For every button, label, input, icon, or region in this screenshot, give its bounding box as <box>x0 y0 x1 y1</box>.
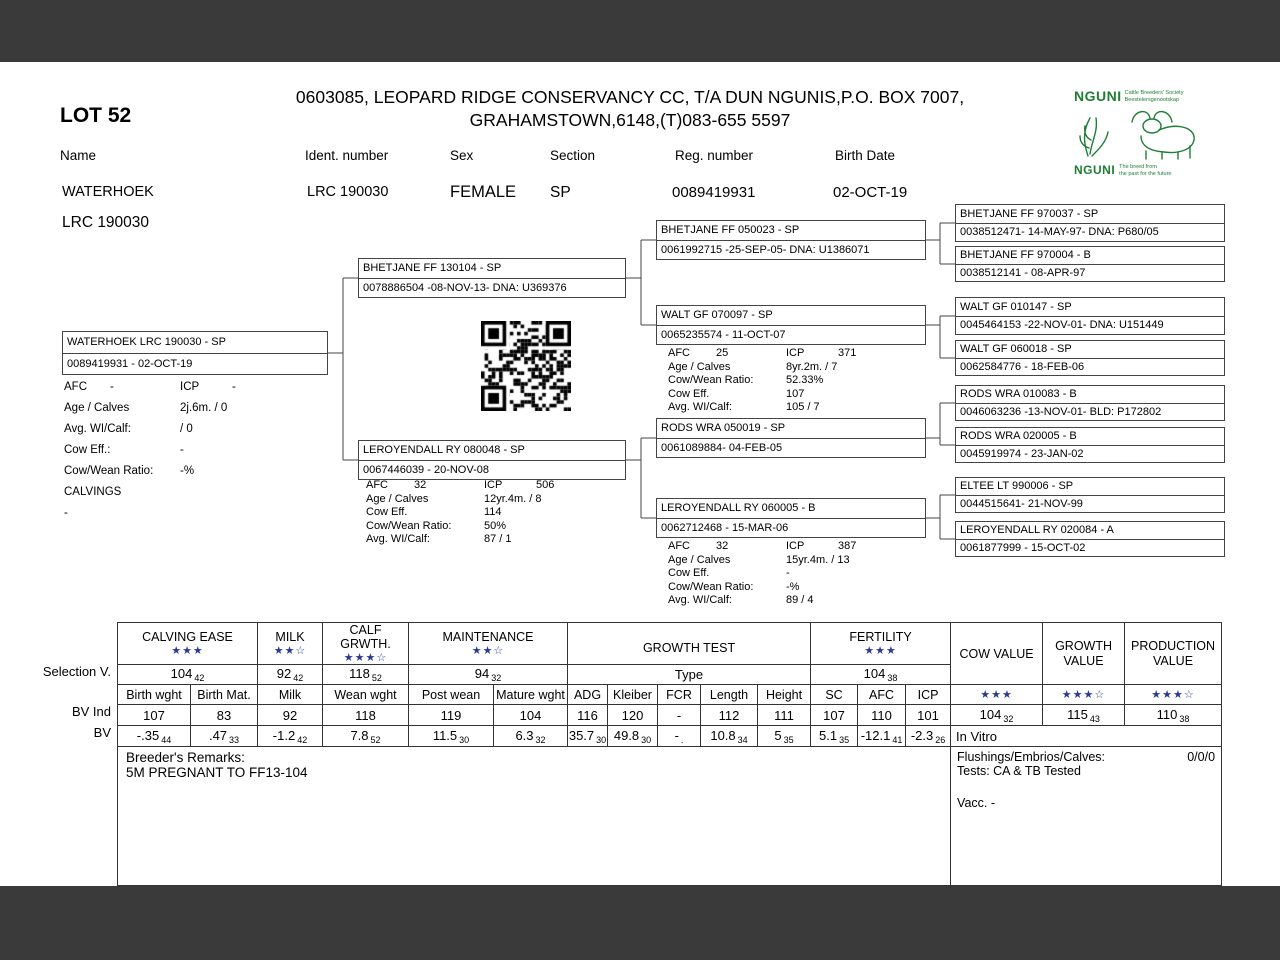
bv-cell <box>258 726 323 747</box>
animal-reg-line: 0045464153 -22-NOV-01- DNA: U151449 <box>960 319 1164 332</box>
remarks-label: Breeder's Remarks: <box>126 750 245 766</box>
stat-label: Cow/Wean Ratio: <box>668 580 754 593</box>
stat-value: 52.33% <box>786 374 824 386</box>
accuracy: 33 <box>229 734 240 745</box>
bv-ind-cell: 120 <box>608 705 658 726</box>
remarks-text: 5M PREGNANT TO FF13-104 <box>126 765 308 781</box>
stat-value: 2j.6m. / 0 <box>180 402 228 414</box>
lero-stats <box>668 540 856 608</box>
growth-test-type-label: Type <box>568 665 811 685</box>
group-growth-value <box>1043 623 1125 685</box>
stat-value: - <box>180 444 184 456</box>
pedigree-box-g4-7 <box>955 477 1225 513</box>
walt-stats <box>668 347 856 415</box>
breeding-values-table <box>117 622 1222 886</box>
cow-value-index <box>951 705 1043 726</box>
accuracy: 41 <box>892 734 903 745</box>
star-rating: ★★★ <box>864 644 897 657</box>
stat-value: - <box>110 381 114 393</box>
pedigree-box-g3-2 <box>656 305 926 345</box>
accuracy: 42 <box>297 734 308 745</box>
col-mature-wght: Mature wght <box>494 685 568 705</box>
bv-ind-cell: 111 <box>758 705 811 726</box>
animal-reg-line: 0044515641- 21-NOV-99 <box>960 497 1083 510</box>
stat-label: Cow Eff. <box>668 567 710 579</box>
group-milk <box>258 623 323 665</box>
col-length: Length <box>701 685 758 705</box>
qr-code <box>481 321 571 411</box>
animal-reg-line: 0062712468 - 15-MAR-06 <box>661 521 789 534</box>
logo-wordmark-bottom: NGUNI <box>1074 163 1116 177</box>
animal-name-value: WATERHOEK <box>62 184 154 200</box>
flushings-label: Flushings/Embrios/Calves: <box>957 750 1105 765</box>
value: 11.5 <box>432 727 458 743</box>
cow-value-stars: ★★★ <box>951 685 1043 705</box>
info-header-section: Section <box>550 148 596 163</box>
dam-stats <box>366 479 554 547</box>
accuracy: 34 <box>737 734 748 745</box>
accuracy: 26 <box>935 734 946 745</box>
stat-value: 25 <box>716 347 729 359</box>
bv-cell <box>191 726 258 747</box>
bv-ind-cell: 101 <box>906 705 951 726</box>
bv-cell <box>118 726 191 747</box>
breeder-address-line1: 0603085, LEOPARD RIDGE CONSERVANCY CC, T/A DUN NGUNIS,P.O. BOX 7007, <box>295 87 965 107</box>
value: -1.2 <box>272 727 296 743</box>
stat-label: Age / Calves <box>668 360 731 373</box>
vaccination-text: Vacc. - <box>957 796 996 811</box>
animal-reg-line: 0061992715 -25-SEP-05- DNA: U1386071 <box>661 243 870 256</box>
selection-maintenance <box>409 665 568 685</box>
value: 5 <box>774 727 782 743</box>
value: 94 <box>474 666 490 682</box>
animal-name-line: BHETJANE FF 970004 - B <box>956 247 1224 265</box>
animal-name-line: ELTEE LT 990006 - SP <box>956 478 1224 496</box>
stat-label: Cow/Wean Ratio: <box>668 374 754 386</box>
info-header-reg: Reg. number <box>675 148 754 163</box>
col-wean-wght: Wean wght <box>323 685 409 705</box>
col-birth-mat: Birth Mat. <box>191 685 258 705</box>
stat-cow-wean-ratio <box>668 374 856 388</box>
bv-ind-cell: 116 <box>568 705 608 726</box>
star-rating: ★★★☆ <box>343 651 388 664</box>
bv-ind-cell: 110 <box>858 705 906 726</box>
stat-calvings-label <box>64 482 236 503</box>
stat-label: Age / Calves <box>64 402 130 414</box>
bv-cell <box>608 726 658 747</box>
value: 10.8 <box>710 727 736 743</box>
bv-ind-cell: 107 <box>118 705 191 726</box>
group-label: GROWTH VALUE <box>1055 639 1112 668</box>
value: 104 <box>979 706 1002 722</box>
value: 5.1 <box>818 727 838 743</box>
lot-number: LOT 52 <box>60 104 132 127</box>
animal-reg-line: 0038512471- 14-MAY-97- DNA: P680/05 <box>960 226 1159 239</box>
animal-reg-line: 0067446039 - 20-NOV-08 <box>363 463 489 476</box>
accuracy: 38 <box>1179 713 1190 724</box>
stat-age-calves <box>64 398 236 419</box>
logo-wordmark-top: NGUNI <box>1074 88 1122 104</box>
stat-calvings-value <box>64 503 236 524</box>
stat-cow-eff <box>64 440 236 461</box>
value: 104 <box>170 666 193 682</box>
value: 110 <box>1156 706 1178 722</box>
subject-stats <box>64 377 236 524</box>
stat-value: 32 <box>414 479 427 491</box>
bv-ind-cell: - <box>658 705 701 726</box>
animal-sex-value: FEMALE <box>450 183 517 201</box>
stat-age-calves <box>668 554 856 568</box>
col-adg: ADG <box>568 685 608 705</box>
accuracy: 32 <box>1003 713 1014 724</box>
animal-reg-line: 0065235574 - 11-OCT-07 <box>661 328 786 341</box>
bottom-bar <box>0 886 1280 960</box>
row-label-bv-ind: BV Ind <box>71 704 111 719</box>
stat-label: Cow Eff. <box>366 506 408 518</box>
group-label: PRODUCTION VALUE <box>1131 639 1216 668</box>
bv-ind-cell: 83 <box>191 705 258 726</box>
selection-milk <box>258 665 323 685</box>
stat-cow-wean-ratio <box>366 520 554 534</box>
animal-reg-line: 0061089884- 04-FEB-05 <box>661 441 783 454</box>
animal-name-line: BHETJANE FF 130104 - SP <box>359 259 625 279</box>
bv-cell <box>323 726 409 747</box>
logo-tagline-line2: the past for the future <box>1119 170 1172 177</box>
stat-value: / 0 <box>180 423 193 435</box>
group-growth-test <box>568 623 811 665</box>
stat-value: 105 / 7 <box>786 401 820 413</box>
animal-ident-value: LRC 190030 <box>307 184 389 200</box>
stat-afc-icp <box>668 540 856 554</box>
animal-reg-line: 0038512141 - 08-APR-97 <box>960 266 1086 279</box>
group-label: GROWTH TEST <box>642 641 736 655</box>
value: 6.3 <box>515 727 534 743</box>
accuracy: 52 <box>370 734 381 745</box>
stat-afc-icp <box>64 377 236 398</box>
stat-label: Cow Eff. <box>668 387 710 400</box>
value: - <box>674 727 679 743</box>
stat-label: Avg. WI/Calf: <box>668 401 732 413</box>
stat-value: 15yr.4m. / 13 <box>786 553 850 566</box>
pedigree-box-g3-4 <box>656 498 926 538</box>
accuracy: 42 <box>194 673 205 684</box>
animal-reg-line: 0078886504 -08-NOV-13- DNA: U369376 <box>363 281 567 294</box>
stat-age-calves <box>668 361 856 375</box>
col-height: Height <box>758 685 811 705</box>
stat-cow-eff <box>366 506 554 520</box>
accuracy: 43 <box>1089 713 1100 724</box>
stat-label: Avg. WI/Calf: <box>366 533 430 545</box>
col-kleiber: Kleiber <box>608 685 658 705</box>
animal-name-line: BHETJANE FF 050023 - SP <box>657 221 925 241</box>
animal-name-line: RODS WRA 010083 - B <box>956 386 1224 404</box>
stat-label: Age / Calves <box>366 492 429 505</box>
growth-value-stars: ★★★☆ <box>1043 685 1125 705</box>
stat-label: ICP <box>786 347 805 359</box>
tests-text: Tests: CA & TB Tested <box>957 764 1081 779</box>
value: 49.8 <box>613 727 640 743</box>
value: 104 <box>863 666 886 682</box>
flushings-value: 0/0/0 <box>1187 750 1216 765</box>
top-bar <box>0 0 1280 62</box>
growth-value-index <box>1043 705 1125 726</box>
pedigree-box-g4-5 <box>955 385 1225 421</box>
group-label: CALF GRWTH. <box>340 623 391 652</box>
bv-cell <box>568 726 608 747</box>
animal-reg-line: 0046063236 -13-NOV-01- BLD: P172802 <box>960 405 1162 418</box>
breeders-remarks <box>118 747 951 886</box>
stat-age-calves <box>366 493 554 507</box>
stat-label: ICP <box>786 540 805 552</box>
group-label: COW VALUE <box>959 646 1034 661</box>
group-label: FERTILITY <box>849 630 912 645</box>
stat-avg-wi <box>366 533 554 547</box>
accuracy: 32 <box>535 734 546 745</box>
society-logo <box>1074 88 1214 177</box>
stat-label: ICP <box>180 381 200 393</box>
accuracy: 52 <box>371 673 382 684</box>
stat-value: - <box>64 507 68 519</box>
stat-avg-wi <box>668 594 856 608</box>
bv-cell <box>701 726 758 747</box>
bv-cell <box>658 726 701 747</box>
col-milk: Milk <box>258 685 323 705</box>
stat-afc-icp <box>668 347 856 361</box>
stat-value: 89 / 4 <box>786 594 814 606</box>
group-cow-value <box>951 623 1043 685</box>
accuracy: 42 <box>293 673 304 684</box>
group-calving-ease <box>118 623 258 665</box>
stat-avg-wi <box>668 401 856 415</box>
animal-name-line: RODS WRA 050019 - SP <box>657 419 925 439</box>
stat-value: 12yr.4m. / 8 <box>484 492 542 505</box>
pedigree-box-dam <box>358 440 626 480</box>
bv-cell <box>906 726 951 747</box>
animal-name-line: WALT GF 010147 - SP <box>956 298 1224 317</box>
stat-value: 107 <box>786 387 805 400</box>
flushings-block <box>951 747 1222 886</box>
col-birth-wght: Birth wght <box>118 685 191 705</box>
animal-name-line: WALT GF 070097 - SP <box>657 306 925 326</box>
animal-name-line: LEROYENDALL RY 020084 - A <box>956 522 1224 540</box>
group-fertility <box>811 623 951 665</box>
bv-cell <box>409 726 494 747</box>
accuracy: 35 <box>783 734 794 745</box>
stat-cow-wean-ratio <box>64 461 236 482</box>
stat-value: 371 <box>838 347 857 359</box>
logo-society-af: Beestelersgenootskap <box>1124 96 1180 103</box>
bv-cell <box>494 726 568 747</box>
bv-ind-cell: 112 <box>701 705 758 726</box>
pedigree-box-g4-8 <box>955 521 1225 557</box>
breeder-address <box>180 86 1080 132</box>
star-rating: ★★☆ <box>273 644 307 657</box>
col-sc: SC <box>811 685 858 705</box>
stat-value: 8yr.2m. / 7 <box>786 360 838 373</box>
stat-cow-wean-ratio <box>668 581 856 595</box>
animal-reg-line: 0045919974 - 23-JAN-02 <box>960 447 1084 460</box>
value: -12.1 <box>860 727 891 743</box>
info-header-sex: Sex <box>450 148 474 163</box>
col-post-wean: Post wean <box>409 685 494 705</box>
selection-calf-growth <box>323 665 409 685</box>
pedigree-box-g3-1 <box>656 220 926 260</box>
group-production-value <box>1125 623 1222 685</box>
stat-label: CALVINGS <box>64 486 122 498</box>
animal-birth-value: 02-OCT-19 <box>833 184 908 201</box>
info-header-name: Name <box>60 148 97 163</box>
bv-cell <box>858 726 906 747</box>
breeder-address-line2: GRAHAMSTOWN,6148,(T)083-655 5597 <box>469 110 791 130</box>
stat-cow-eff <box>668 388 856 402</box>
bull-icon <box>1074 104 1206 160</box>
stat-avg-wi <box>64 419 236 440</box>
value: 92 <box>276 666 292 682</box>
row-label-bv: BV <box>93 725 111 740</box>
stat-label: AFC <box>366 479 388 491</box>
col-fcr: FCR <box>658 685 701 705</box>
animal-reg-line: 0062584776 - 18-FEB-06 <box>960 360 1085 373</box>
stat-value: 506 <box>536 479 555 491</box>
value: .47 <box>208 727 228 743</box>
col-afc: AFC <box>858 685 906 705</box>
group-calf-growth <box>323 623 409 665</box>
star-rating: ★★☆ <box>471 644 505 657</box>
stat-value: 50% <box>484 519 507 532</box>
accuracy: 38 <box>887 673 898 684</box>
stat-label: Avg. WI/Calf: <box>64 423 131 435</box>
accuracy: 35 <box>839 734 850 745</box>
value: 115 <box>1067 706 1088 722</box>
bv-ind-cell: 92 <box>258 705 323 726</box>
pedigree-box-subject <box>62 331 328 375</box>
pedigree-box-g4-2 <box>955 246 1225 282</box>
value: 118 <box>349 666 370 682</box>
group-label: MAINTENANCE <box>442 630 534 645</box>
stat-label: Avg. WI/Calf: <box>668 594 732 606</box>
accuracy: 32 <box>491 673 502 684</box>
bv-ind-cell: 104 <box>494 705 568 726</box>
pedigree-box-sire <box>358 258 626 298</box>
group-label: MILK <box>275 630 305 645</box>
animal-reg-line: 0089419931 - 02-OCT-19 <box>67 357 193 370</box>
stat-label: Cow/Wean Ratio: <box>64 465 154 477</box>
stat-afc-icp <box>366 479 554 493</box>
animal-name-line: LEROYENDALL RY 080048 - SP <box>359 441 625 461</box>
animal-reg-value: 0089419931 <box>672 184 756 201</box>
stat-value: - <box>232 381 236 393</box>
value: 7.8 <box>350 727 369 743</box>
bv-ind-cell: 118 <box>323 705 409 726</box>
stat-value: -% <box>180 465 195 477</box>
animal-name-line: WALT GF 060018 - SP <box>956 341 1224 359</box>
selection-fertility <box>811 665 951 685</box>
group-maintenance <box>409 623 568 665</box>
stat-value: 387 <box>838 540 857 552</box>
info-header-ident: Ident. number <box>305 148 389 163</box>
stat-value: - <box>786 567 790 579</box>
stat-value: -% <box>786 580 800 593</box>
bv-cell <box>811 726 858 747</box>
animal-name-line2: LRC 190030 <box>62 214 150 231</box>
accuracy: 44 <box>161 734 172 745</box>
stat-label: AFC <box>64 381 87 393</box>
stat-label: Age / Calves <box>668 553 731 566</box>
logo-tagline-line1: The breed from <box>1119 164 1157 170</box>
accuracy: 30 <box>641 734 652 745</box>
pedigree-box-g3-3 <box>656 418 926 458</box>
bv-ind-cell: 107 <box>811 705 858 726</box>
bv-cell <box>758 726 811 747</box>
info-header-birth: Birth Date <box>835 148 896 163</box>
accuracy: . <box>680 734 684 745</box>
selection-calving-ease <box>118 665 258 685</box>
stat-cow-eff <box>668 567 856 581</box>
stat-label: AFC <box>668 347 690 359</box>
accuracy: 30 <box>596 734 607 745</box>
pedigree-box-g4-1 <box>955 204 1225 242</box>
pedigree-box-g4-4 <box>955 340 1225 376</box>
animal-section-value: SP <box>550 184 571 201</box>
production-value-index <box>1125 705 1222 726</box>
animal-reg-line: 0061877999 - 15-OCT-02 <box>960 541 1086 554</box>
row-label-selection: Selection V. <box>42 664 111 679</box>
stat-label: Cow Eff.: <box>64 444 111 456</box>
star-rating: ★★★ <box>171 644 204 657</box>
in-vitro-label: In Vitro <box>951 726 1222 747</box>
stat-value: 32 <box>716 540 729 552</box>
stat-value: 87 / 1 <box>484 533 512 545</box>
value: 35.7 <box>568 727 595 743</box>
animal-name-line: LEROYENDALL RY 060005 - B <box>657 499 925 519</box>
animal-name-line: BHETJANE FF 970037 - SP <box>956 205 1224 224</box>
pedigree-box-g4-3 <box>955 297 1225 335</box>
group-label: CALVING EASE <box>142 630 233 645</box>
animal-name-line: RODS WRA 020005 - B <box>956 428 1224 446</box>
logo-society-en: Cattle Breeders' Society <box>1124 90 1184 96</box>
stat-label: AFC <box>668 540 690 552</box>
animal-name-line: WATERHOEK LRC 190030 - SP <box>63 332 327 354</box>
production-value-stars: ★★★☆ <box>1125 685 1222 705</box>
bv-ind-cell: 119 <box>409 705 494 726</box>
stat-label: Cow/Wean Ratio: <box>366 519 452 532</box>
stat-label: ICP <box>484 479 503 491</box>
stat-value: 114 <box>484 506 502 518</box>
value: -.35 <box>136 727 160 743</box>
value: -2.3 <box>910 727 934 743</box>
col-icp: ICP <box>906 685 951 705</box>
accuracy: 30 <box>459 734 470 745</box>
pedigree-box-g4-6 <box>955 427 1225 463</box>
